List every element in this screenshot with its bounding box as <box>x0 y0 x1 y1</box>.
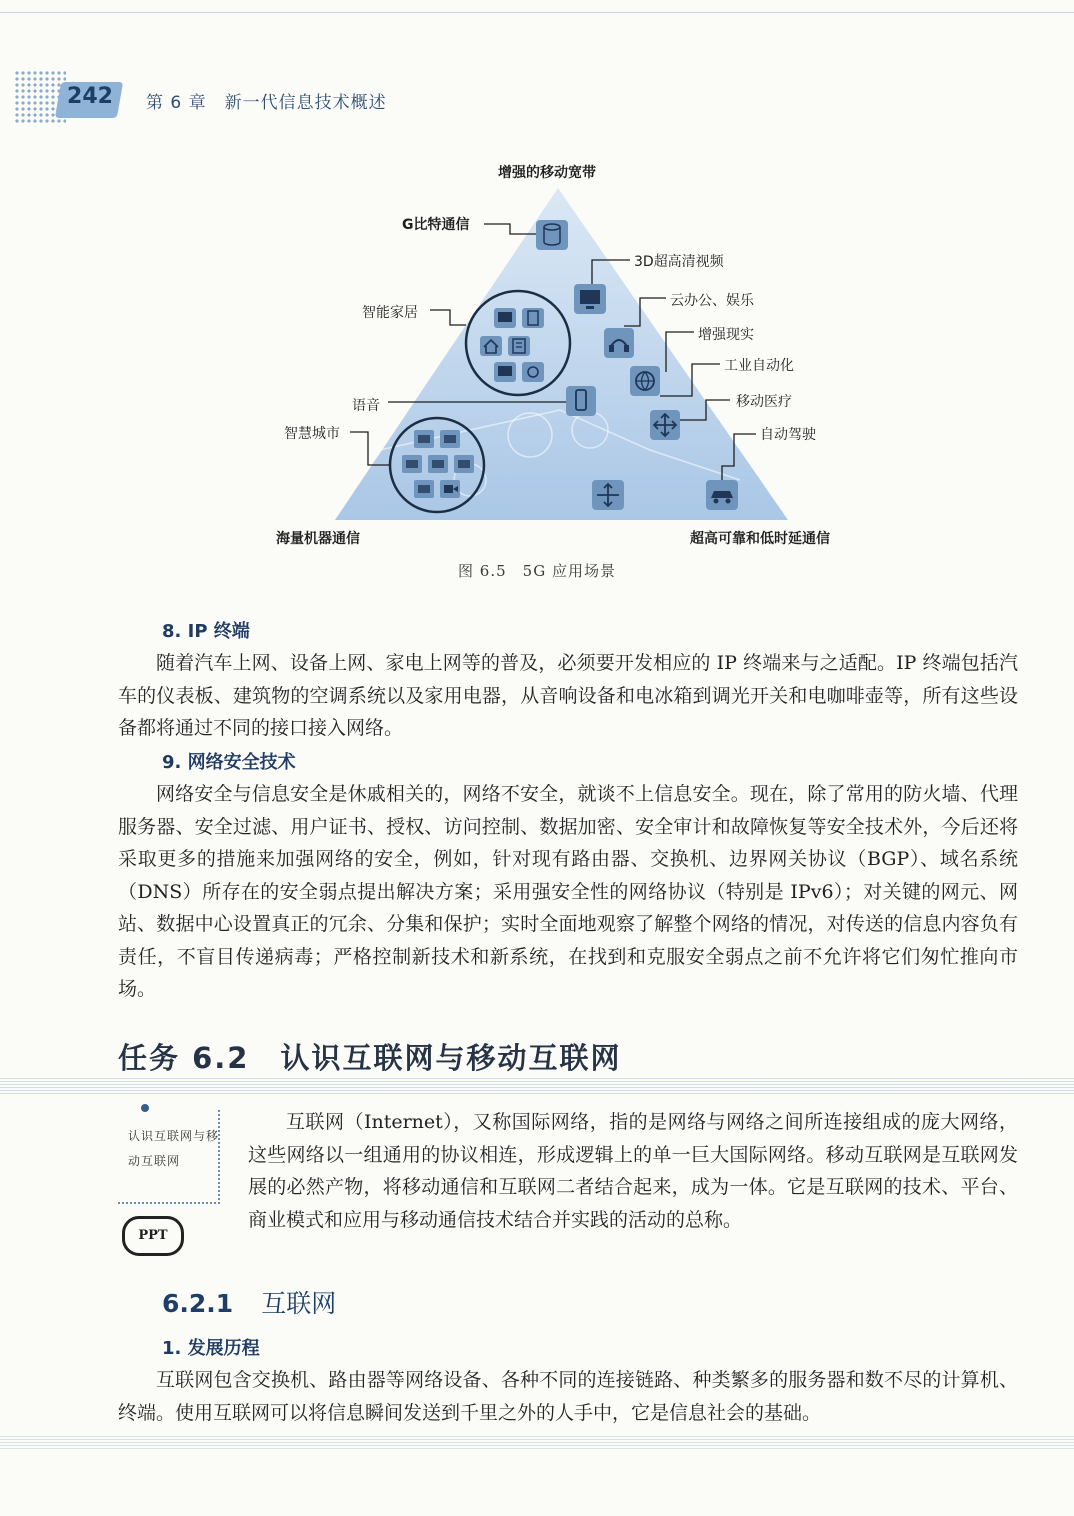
section-title: 互联网 <box>261 1289 337 1318</box>
task-rule <box>0 1078 1074 1094</box>
chapter-title: 第 6 章 新一代信息技术概述 <box>146 93 387 113</box>
phone-icon <box>566 386 596 416</box>
label-voice: 语音 <box>352 398 380 414</box>
section-number: 6.2.1 <box>162 1289 234 1318</box>
move-arrows-icon-2 <box>592 480 624 510</box>
side-note-dot <box>141 1104 149 1112</box>
label-smart-city: 智慧城市 <box>284 426 340 442</box>
section-6-2-1-heading <box>162 1284 336 1320</box>
tv-icon <box>494 308 516 328</box>
move-arrows-icon <box>650 410 680 440</box>
monitor-icon <box>574 284 606 314</box>
label-cloud-office: 云办公、娱乐 <box>670 293 754 309</box>
section-8-paragraph: 随着汽车上网、设备上网、家电上网等的普及，必须要开发相应的 IP 终端来与之适配。IP 终端包括汽车的仪表板、建筑物的空调系统以及家用电器，从音响设备和电冰箱到调光开关和电咖啡壶等，所有这些设备都将通过不同的接口接入网络。 <box>118 652 1018 739</box>
task-title: 任务 6.2 认识互联网与移动互联网 <box>118 1041 622 1075</box>
camera-icon <box>440 480 460 498</box>
label-industrial-automation: 工业自动化 <box>724 358 794 374</box>
washer-icon <box>522 362 544 382</box>
page-number: 242 <box>67 84 113 109</box>
label-smart-home: 智能家居 <box>362 305 418 321</box>
label-enhanced-mobile-broadband: 增强的移动宽带 <box>498 165 596 181</box>
label-3d-video: 3D超高清视频 <box>634 254 724 270</box>
database-icon <box>536 220 568 250</box>
side-note-text: 认识互联网与移动互联网 <box>128 1129 220 1168</box>
top-rule <box>0 12 1074 13</box>
section-8-heading: 8. IP 终端 <box>162 621 250 642</box>
section-9-paragraph: 网络安全与信息安全是休戚相关的，网络不安全，就谈不上信息安全。现在，除了常用的防火墙、代理服务器、安全过滤、用户证书、授权、访问控制、数据加密、安全审计和故障恢复等安全技术外，今后还将采取更多的措施来加强网络的安全，例如，针对现有路由器、交换机、边界网关协议（BGP）、域名系统（DNS）所存在的安全弱点提出解决方案；采用强安全性的网络协议（特别是 IPv6）；对关键的网元、网站、数据中心设置真正的冗余、分集和保护；实时全面地观察了解整个网络的情况，对传送的信息内容负有责任，不盲目传递病毒；严格控制新技术和新系统，在找到和克服安全弱点之前不允许将它们匆忙推向市场。 <box>118 783 1018 1000</box>
fridge-icon <box>522 308 544 328</box>
subsection-heading: 1. 发展历程 <box>162 1338 260 1359</box>
section-6-2-1-paragraph: 互联网包含交换机、路由器等网络设备、各种不同的连接链路、种类繁多的服务器和数不尽的计算机、终端。使用互联网可以将信息瞬间发送到千里之外的人手中，它是信息社会的基础。 <box>118 1369 1018 1424</box>
tv-icon-2 <box>494 362 516 382</box>
home-icon <box>480 336 502 356</box>
label-mobile-medical: 移动医疗 <box>736 394 792 410</box>
section-9-heading: 9. 网络安全技术 <box>162 752 296 773</box>
globe-icon <box>630 366 660 396</box>
task-intro-paragraph: 互联网（Internet），又称国际网络，指的是网络与网络之间所连接组成的庞大网络，这些网络以一组通用的协议相连，形成逻辑上的单一巨大国际网络。移动互联网是互联网发展的必然产物，将移动通信和互联网二者结合起来，成为一体。它是互联网的技术、平台、商业模式和应用与移动通信技术结合并实践的活动的总称。 <box>248 1111 1018 1231</box>
label-massive-machine-comm: 海量机器通信 <box>276 531 360 547</box>
label-gbit-communication: G比特通信 <box>402 217 470 233</box>
headset-icon <box>604 328 634 358</box>
label-ar: 增强现实 <box>698 327 754 343</box>
label-auto-drive: 自动驾驶 <box>760 427 816 443</box>
5g-scenarios-figure <box>0 150 1074 550</box>
label-urllc: 超高可靠和低时延通信 <box>690 531 830 547</box>
building-icon <box>508 336 530 356</box>
car-icon <box>706 480 738 510</box>
bottom-rule <box>0 1436 1074 1450</box>
ppt-badge[interactable]: PPT <box>122 1216 184 1256</box>
figure-caption: 图 6.5 5G 应用场景 <box>458 562 616 580</box>
